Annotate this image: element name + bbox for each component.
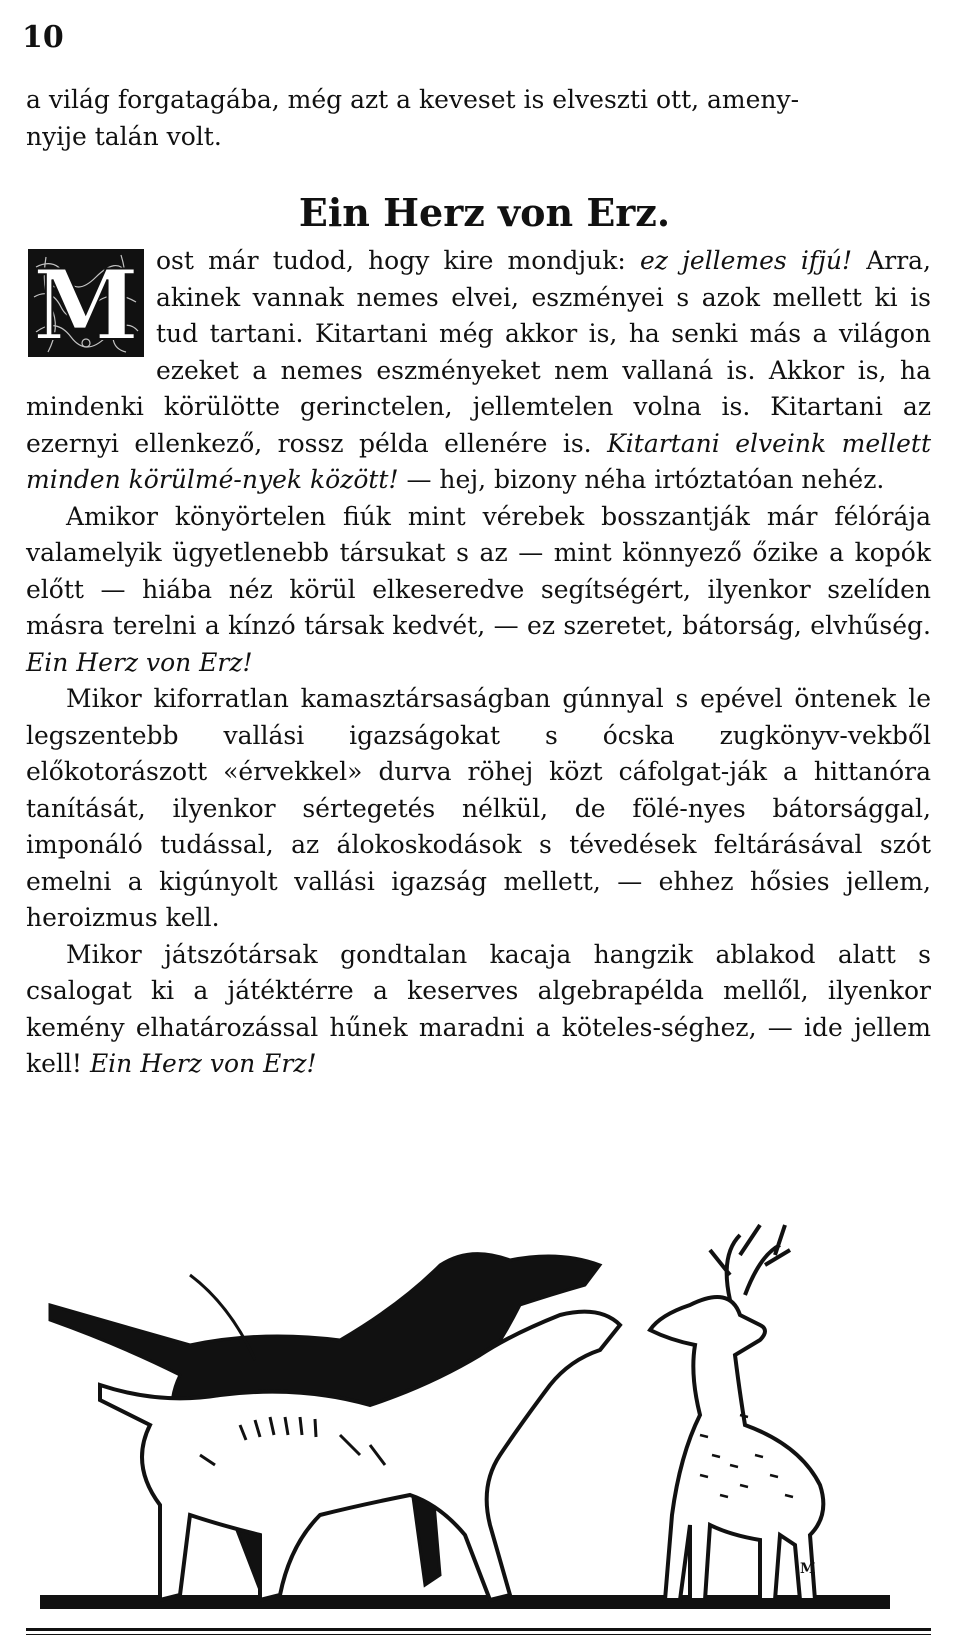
paragraph-1: ost már tudod, hogy kire mondjuk: ez jellemes ifjú! Arra, akinek vannak nemes elvei, eszményei s azok mellett ki is tud tartani. Kitartani még akkor is, ha senki más a világon ezeket a nemes eszményeket nem vallaná is. Akkor is, ha mindenki körülötte gerinctelen, jellemtelen volna is. Kitartani az ezernyi ellenkező, rossz példa ellenére is. Kitartani elveink mellett minden körülmé-nyek között! — hej, bizony néha irtóztatóan nehéz.	[26, 246, 931, 494]
bottom-rule	[26, 1628, 931, 1635]
page-number: 10	[22, 20, 64, 55]
svg-text:M: M	[800, 1561, 816, 1577]
text-body	[26, 82, 931, 1083]
hounds-deer-icon	[40, 1155, 920, 1625]
paragraph-2: Amikor könyörtelen fiúk mint vérebek bosszantják már félórája valamelyik ügyetlenebb társukat s az — mint könnyező őzike a kopók előtt — hiába néz körül elkeseredve segítségért, ilyenkor szelíden másra terelni a kínzó társak kedvét, — ez szeretet, bátorság, elvhűség. Ein Herz von Erz!	[26, 501, 931, 677]
intro-line-1: a világ forgatagába, még azt a keveset is elveszti ott, ameny-	[26, 85, 800, 114]
section-heading: Ein Herz von Erz.	[298, 190, 671, 235]
paragraph-3: Mikor kiforratlan kamasztársaságban gúnnyal s epével öntenek le legszentebb vallási igazságokat s ócska zugkönyv-vekből előkotorászott «érvekkel» durva röhej közt cáfolgat-ják a hittanóra tanítását, ilyenkor sértegetés nélkül, de fölé-nyes bátorsággal, imponáló tudással, az álokoskodások s tévedések feltárásával szót emelni a kigúnyolt vallási igazság mellett, — ehhez hősies jellem, heroizmus kell.	[26, 684, 931, 932]
paragraph-4: Mikor játszótársak gondtalan kacaja hangzik ablakod alatt s csalogat ki a játéktérre a keserves algebrapélda mellől, ilyenkor kemény elhatározással hűnek maradni a köteles-séghez, — ide jellem kell! Ein Herz von Erz!	[26, 939, 931, 1078]
intro-line-2: nyije talán volt.	[26, 121, 222, 151]
dropcap-initial	[26, 247, 146, 359]
svg-text:M: M	[32, 249, 140, 359]
hounds-and-deer-illustration	[40, 1155, 920, 1629]
dropcap-m-icon	[26, 247, 146, 359]
